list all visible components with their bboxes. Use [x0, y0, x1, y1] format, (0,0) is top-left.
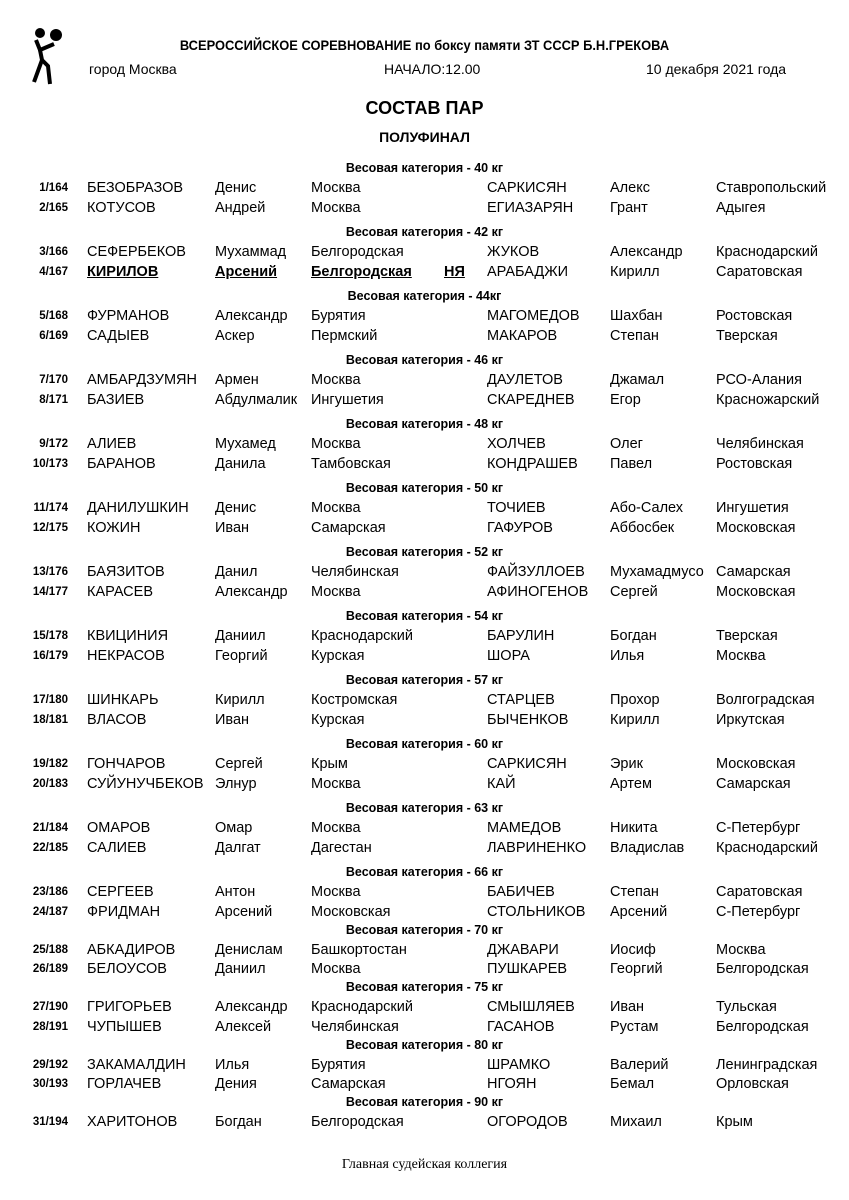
- blue-region: С-Петербург: [716, 820, 801, 836]
- red-surname: АБКАДИРОВ: [87, 941, 176, 958]
- red-region: Белгородская: [311, 244, 404, 260]
- red-region: Москва: [311, 500, 361, 516]
- red-surname: БАЗИЕВ: [87, 391, 145, 408]
- blue-name: Иван: [610, 999, 645, 1015]
- weight-category-title: Весовая категория - 60 кг: [345, 737, 504, 751]
- blue-surname: НГОЯН: [487, 1076, 537, 1092]
- red-name: Абдулмалик: [215, 391, 298, 408]
- bout-number: 3/166: [39, 246, 68, 258]
- blue-name: Егор: [610, 391, 641, 408]
- blue-region: Тульская: [716, 999, 777, 1015]
- blue-name: Олег: [610, 436, 643, 452]
- pair-row: [0, 263, 849, 283]
- red-region: Курская: [311, 647, 365, 664]
- red-region: Москва: [311, 583, 361, 600]
- red-surname: АЛИЕВ: [87, 436, 137, 452]
- blue-region: Краснодарский: [716, 839, 818, 856]
- pair-row: [0, 998, 849, 1018]
- blue-name: Александр: [610, 244, 683, 260]
- red-name: Мухамед: [215, 436, 276, 452]
- pair-row: [0, 960, 849, 980]
- blue-surname: ЕГИАЗАРЯН: [487, 199, 574, 216]
- red-region: Пермский: [311, 327, 378, 344]
- blue-name: Павел: [610, 455, 653, 472]
- bout-number: 27/190: [32, 1001, 68, 1013]
- pair-row: [0, 755, 849, 775]
- bout-number: 25/188: [32, 943, 68, 956]
- blue-surname: ЖУКОВ: [487, 244, 540, 260]
- blue-region: Московская: [716, 756, 796, 772]
- blue-name: Сергей: [610, 583, 658, 600]
- red-surname: НЕКРАСОВ: [87, 647, 165, 664]
- red-name: Арсений: [215, 263, 278, 280]
- weight-category-section: [0, 1093, 849, 1151]
- weight-category-title: Весовая категория - 50 кг: [345, 481, 504, 495]
- blue-name: Прохор: [610, 692, 660, 708]
- red-region: Москва: [311, 820, 361, 836]
- red-region: Крым: [311, 756, 348, 772]
- bout-number: 16/179: [32, 649, 68, 662]
- bout-number: 22/185: [32, 841, 68, 854]
- blue-region: Белгородская: [716, 1018, 809, 1035]
- bout-number: 13/176: [32, 566, 68, 578]
- weight-category-title: Весовая категория - 75 кг: [345, 980, 504, 994]
- blue-surname: МАМЕДОВ: [487, 820, 562, 836]
- bout-number: 17/180: [32, 694, 68, 706]
- bout-number: 29/192: [32, 1058, 68, 1071]
- blue-name: Шахбан: [610, 308, 663, 324]
- blue-region: Краснодарский: [716, 244, 818, 260]
- pair-row: [0, 1018, 849, 1038]
- bout-number: 26/189: [32, 963, 68, 975]
- red-surname: КВИЦИНИЯ: [87, 628, 169, 644]
- bout-number: 12/175: [32, 521, 68, 534]
- blue-surname: БАРУЛИН: [487, 628, 555, 644]
- pair-row: [0, 455, 849, 475]
- blue-surname: САРКИСЯН: [487, 756, 567, 772]
- red-surname: КОЖИН: [87, 519, 141, 536]
- bout-number: 7/170: [39, 374, 68, 386]
- pair-row: [0, 883, 849, 903]
- pair-row: [0, 711, 849, 731]
- red-surname: КАРАСЕВ: [87, 583, 153, 600]
- red-region: Бурятия: [311, 308, 366, 324]
- blue-region: Ленинградская: [716, 1056, 818, 1073]
- pair-row: [0, 819, 849, 839]
- red-name: Богдан: [215, 1114, 262, 1130]
- weight-category-section: [0, 921, 849, 979]
- red-region: Башкортостан: [311, 941, 407, 958]
- blue-surname: КОНДРАШЕВ: [487, 455, 578, 472]
- blue-name: Алекс: [610, 180, 650, 196]
- blue-name: Георгий: [610, 961, 663, 977]
- red-region: Москва: [311, 372, 361, 388]
- pair-row: [0, 583, 849, 603]
- bout-number: 21/184: [32, 822, 68, 834]
- blue-surname: СМЫШЛЯЕВ: [487, 999, 575, 1015]
- footer-signature: Главная судейская коллегия: [341, 1157, 508, 1172]
- red-name: Элнур: [215, 775, 257, 792]
- blue-surname: ШОРА: [487, 647, 530, 664]
- red-region: Краснодарский: [311, 628, 413, 644]
- red-name: Илья: [215, 1056, 250, 1073]
- pair-row: [0, 199, 849, 219]
- red-region: Москва: [311, 436, 361, 452]
- blue-region: Челябинская: [716, 436, 804, 452]
- blue-surname: ГАФУРОВ: [487, 519, 553, 536]
- weight-category-title: Весовая категория - 70 кг: [345, 922, 504, 937]
- blue-name: Арсений: [610, 903, 668, 920]
- bout-number: 24/187: [32, 905, 68, 918]
- weight-category-section: [0, 735, 849, 799]
- red-name: Денислам: [215, 941, 283, 958]
- blue-surname: АРАБАДЖИ: [487, 263, 569, 280]
- blue-region: Ростовская: [716, 308, 793, 324]
- red-region: Самарская: [311, 519, 386, 536]
- bout-number: 15/178: [32, 630, 68, 642]
- red-region: Москва: [311, 961, 361, 977]
- bout-number: 31/194: [32, 1116, 68, 1128]
- red-name: Антон: [215, 884, 256, 900]
- blue-region: Саратовская: [716, 263, 803, 280]
- blue-surname: МАГОМЕДОВ: [487, 308, 580, 324]
- red-region: Москва: [311, 775, 361, 792]
- pair-row: [0, 435, 849, 455]
- red-name: Мухаммад: [215, 244, 287, 260]
- pair-row: [0, 903, 849, 923]
- red-surname: САДЫЕВ: [87, 327, 150, 344]
- blue-name: Иосиф: [610, 941, 656, 958]
- red-region: Бурятия: [311, 1056, 366, 1073]
- red-region: Белгородская: [311, 263, 412, 280]
- red-surname: ВЛАСОВ: [87, 711, 147, 728]
- blue-region: Москва: [716, 647, 766, 664]
- blue-name: Джамал: [610, 372, 665, 388]
- bout-number: 2/165: [39, 201, 68, 214]
- red-name: Иван: [215, 519, 250, 536]
- blue-region: Адыгея: [716, 199, 766, 216]
- blue-surname: САРКИСЯН: [487, 180, 567, 196]
- pair-row: [0, 519, 849, 539]
- pair-row: [0, 647, 849, 667]
- blue-name: Аббосбек: [610, 519, 675, 536]
- blue-surname: ЛАВРИНЕНКО: [487, 839, 587, 856]
- blue-surname: АФИНОГЕНОВ: [487, 583, 589, 600]
- weight-category-section: [0, 479, 849, 543]
- red-name: Аскер: [215, 327, 255, 344]
- bout-number: 9/172: [39, 438, 68, 450]
- bout-number: 8/171: [39, 393, 68, 406]
- red-surname: ШИНКАРЬ: [87, 692, 159, 708]
- red-region: Курская: [311, 711, 365, 728]
- red-surname: ХАРИТОНОВ: [87, 1114, 178, 1130]
- blue-name: Валерий: [610, 1056, 669, 1073]
- weight-category-section: [0, 978, 849, 1036]
- red-surname: ДАНИЛУШКИН: [87, 500, 189, 516]
- blue-surname: ХОЛЧЕВ: [487, 436, 546, 452]
- bout-number: 18/181: [32, 713, 68, 726]
- blue-surname: ТОЧИЕВ: [487, 500, 546, 516]
- pair-row: [0, 1075, 849, 1095]
- weight-category-section: [0, 607, 849, 671]
- weight-category-section: [0, 1036, 849, 1094]
- blue-region: Ростовская: [716, 455, 793, 472]
- blue-surname: СТАРЦЕВ: [487, 692, 555, 708]
- red-surname: САЛИЕВ: [87, 839, 147, 856]
- red-surname: АМБАРДЗУМЯН: [87, 372, 197, 388]
- red-name: Георгий: [215, 647, 268, 664]
- red-region: Краснодарский: [311, 999, 413, 1015]
- blue-name: Або-Салех: [610, 500, 684, 516]
- blue-surname: БАБИЧЕВ: [487, 884, 555, 900]
- weight-category-section: [0, 287, 849, 351]
- pair-row: [0, 627, 849, 647]
- blue-surname: СКАРЕДНЕВ: [487, 391, 575, 408]
- weight-category-title: Весовая категория - 80 кг: [345, 1037, 504, 1052]
- pair-row: [0, 391, 849, 411]
- red-name: Кирилл: [215, 692, 265, 708]
- red-surname: СЕРГЕЕВ: [87, 884, 154, 900]
- red-surname: ГРИГОРЬЕВ: [87, 999, 172, 1015]
- red-name: Денис: [215, 180, 257, 196]
- blue-surname: БЫЧЕНКОВ: [487, 711, 569, 728]
- pair-row: [0, 563, 849, 583]
- pair-row: [0, 775, 849, 795]
- blue-name: Михаил: [610, 1114, 662, 1130]
- blue-name: Степан: [610, 327, 659, 344]
- blue-region: Волгоградская: [716, 692, 815, 708]
- weight-category-title: Весовая категория - 52 кг: [345, 545, 504, 559]
- blue-region: Орловская: [716, 1076, 789, 1092]
- weight-category-section: [0, 159, 849, 223]
- blue-region: Московская: [716, 583, 796, 600]
- red-surname: ГОРЛАЧЕВ: [87, 1076, 162, 1092]
- red-region: Московская: [311, 903, 391, 920]
- red-surname: ФУРМАНОВ: [87, 308, 170, 324]
- weight-category-section: [0, 223, 849, 287]
- weight-category-title: Весовая категория - 54 кг: [345, 609, 504, 623]
- blue-region: Московская: [716, 519, 796, 536]
- blue-region: Тверская: [716, 327, 778, 344]
- bout-number: 4/167: [39, 265, 68, 278]
- weight-category-title: Весовая категория - 42 кг: [345, 225, 504, 239]
- boxer-logo-icon: [26, 26, 76, 86]
- red-name: Алексей: [215, 1018, 272, 1035]
- weight-category-title: Весовая категория - 40 кг: [345, 161, 504, 175]
- blue-region: Белгородская: [716, 961, 809, 977]
- blue-surname: МАКАРОВ: [487, 327, 558, 344]
- red-region: Ингушетия: [311, 391, 384, 408]
- red-surname: ГОНЧАРОВ: [87, 756, 166, 772]
- blue-name: Степан: [610, 884, 659, 900]
- weight-category-title: Весовая категория - 44кг: [347, 289, 502, 303]
- red-surname: СЕФЕРБЕКОВ: [87, 244, 186, 260]
- blue-region: Ингушетия: [716, 500, 789, 516]
- red-name: Денис: [215, 500, 257, 516]
- pair-row: [0, 307, 849, 327]
- red-surname: БАРАНОВ: [87, 455, 156, 472]
- red-name: Александр: [215, 583, 288, 600]
- pair-row: [0, 691, 849, 711]
- bout-number: 28/191: [32, 1020, 68, 1033]
- pair-row: [0, 1056, 849, 1076]
- weight-category-section: [0, 415, 849, 479]
- weight-category-title: Весовая категория - 57 кг: [345, 673, 504, 687]
- bout-number: 30/193: [32, 1078, 68, 1090]
- bout-number: 6/169: [39, 329, 68, 342]
- blue-region: Саратовская: [716, 884, 803, 900]
- red-region: Челябинская: [311, 564, 399, 580]
- blue-name: Владислав: [610, 839, 685, 856]
- weight-category-title: Весовая категория - 48 кг: [345, 417, 504, 431]
- blue-region: Тверская: [716, 628, 778, 644]
- stage-heading: ПОЛУФИНАЛ: [379, 129, 470, 145]
- pair-row: [0, 371, 849, 391]
- red-surname: КОТУСОВ: [87, 199, 156, 216]
- red-name: Армен: [215, 372, 259, 388]
- bout-number: 1/164: [39, 182, 68, 194]
- blue-region: Красножарский: [716, 391, 820, 408]
- red-surname: ФРИДМАН: [87, 903, 161, 920]
- pair-row: [0, 327, 849, 347]
- red-name: Сергей: [215, 756, 263, 772]
- blue-surname: КАЙ: [487, 775, 516, 792]
- blue-name: Илья: [610, 647, 645, 664]
- blue-surname: ШРАМКО: [487, 1056, 551, 1073]
- document-title: ВСЕРОССИЙСКОЕ СОРЕВНОВАНИЕ по боксу памяти ЗТ СССР Б.Н.ГРЕКОВА: [179, 37, 670, 53]
- blue-name: Эрик: [610, 756, 643, 772]
- red-name: Данил: [215, 564, 258, 580]
- blue-name: Никита: [610, 820, 658, 836]
- red-name: Даниил: [215, 628, 266, 644]
- red-region: Тамбовская: [311, 455, 391, 472]
- red-surname: БАЯЗИТОВ: [87, 564, 165, 580]
- page-heading: СОСТАВ ПАР: [365, 98, 484, 118]
- weight-category-section: [0, 351, 849, 415]
- bout-number: 10/173: [32, 457, 68, 470]
- pair-row: [0, 941, 849, 961]
- blue-surname: СТОЛЬНИКОВ: [487, 903, 586, 920]
- blue-surname: ДАУЛЕТОВ: [487, 372, 563, 388]
- blue-region: Самарская: [716, 775, 791, 792]
- blue-name: Бемал: [610, 1076, 655, 1092]
- red-surname: БЕЛОУСОВ: [87, 961, 167, 977]
- blue-region: Крым: [716, 1114, 753, 1130]
- pair-row: [0, 499, 849, 519]
- city: город Москва: [89, 61, 177, 77]
- blue-surname: ОГОРОДОВ: [487, 1114, 568, 1130]
- red-name: Александр: [215, 999, 288, 1015]
- date: 10 декабря 2021 года: [646, 61, 787, 77]
- red-surname: ЧУПЫШЕВ: [87, 1018, 162, 1035]
- blue-name: Рустам: [610, 1018, 659, 1035]
- blue-region: Самарская: [716, 564, 791, 580]
- weight-category-section: [0, 543, 849, 607]
- blue-name: Артем: [610, 775, 652, 792]
- weight-category-section: [0, 671, 849, 735]
- red-region: Белгородская: [311, 1114, 404, 1130]
- bout-number: 19/182: [32, 758, 68, 770]
- blue-surname: ДЖАВАРИ: [487, 941, 559, 958]
- blue-name: Кирилл: [610, 711, 660, 728]
- red-surname: ОМАРОВ: [87, 820, 151, 836]
- blue-region: Москва: [716, 941, 766, 958]
- red-name: Даниил: [215, 961, 266, 977]
- weight-category-section: [0, 799, 849, 863]
- red-name: Омар: [215, 820, 253, 836]
- red-region: Москва: [311, 884, 361, 900]
- red-surname: КИРИЛОВ: [87, 263, 159, 280]
- blue-name: Кирилл: [610, 263, 660, 280]
- weight-category-title: Весовая категория - 63 кг: [345, 801, 504, 815]
- red-name: Дения: [215, 1076, 257, 1092]
- red-name: Иван: [215, 711, 250, 728]
- bout-number: 20/183: [32, 777, 68, 790]
- pair-row: [0, 179, 849, 199]
- pair-row: [0, 839, 849, 859]
- blue-name: Грант: [610, 199, 648, 216]
- red-region: Костромская: [311, 692, 398, 708]
- red-region: Челябинская: [311, 1018, 399, 1035]
- blue-region: Ставропольский: [716, 180, 827, 196]
- mark-badge: НЯ: [444, 263, 465, 280]
- blue-name: Мухамадмусо: [610, 564, 704, 580]
- blue-region: С-Петербург: [716, 903, 801, 920]
- bout-number: 11/174: [33, 502, 68, 514]
- red-region: Самарская: [311, 1076, 386, 1092]
- red-region: Москва: [311, 199, 361, 216]
- weight-category-title: Весовая категория - 46 кг: [345, 353, 504, 367]
- weight-category-title: Весовая категория - 90 кг: [345, 1095, 504, 1109]
- red-name: Андрей: [215, 199, 266, 216]
- red-region: Дагестан: [311, 839, 372, 856]
- red-surname: БЕЗОБРАЗОВ: [87, 180, 184, 196]
- blue-surname: ГАСАНОВ: [487, 1018, 555, 1035]
- red-name: Александр: [215, 308, 288, 324]
- red-name: Далгат: [215, 839, 261, 856]
- bout-number: 5/168: [39, 310, 68, 322]
- blue-surname: ПУШКАРЕВ: [487, 961, 568, 977]
- blue-surname: ФАЙЗУЛЛОЕВ: [487, 564, 585, 580]
- red-name: Данила: [215, 455, 266, 472]
- bout-number: 14/177: [32, 585, 68, 598]
- blue-region: РСО-Алания: [716, 372, 802, 388]
- start-time: НАЧАЛО:12.00: [384, 61, 481, 77]
- blue-name: Богдан: [610, 628, 657, 644]
- red-name: Арсений: [215, 903, 273, 920]
- pairs-list: [0, 159, 849, 1151]
- blue-region: Иркутская: [716, 711, 785, 728]
- bout-number: 23/186: [32, 886, 68, 898]
- pair-row: [0, 243, 849, 263]
- red-surname: ЗАКАМАЛДИН: [87, 1056, 186, 1073]
- red-surname: СУЙУНУЧБЕКОВ: [87, 775, 204, 792]
- weight-category-title: Весовая категория - 66 кг: [345, 865, 504, 879]
- weight-category-section: [0, 863, 849, 921]
- red-region: Москва: [311, 180, 361, 196]
- pair-row: [0, 1113, 849, 1133]
